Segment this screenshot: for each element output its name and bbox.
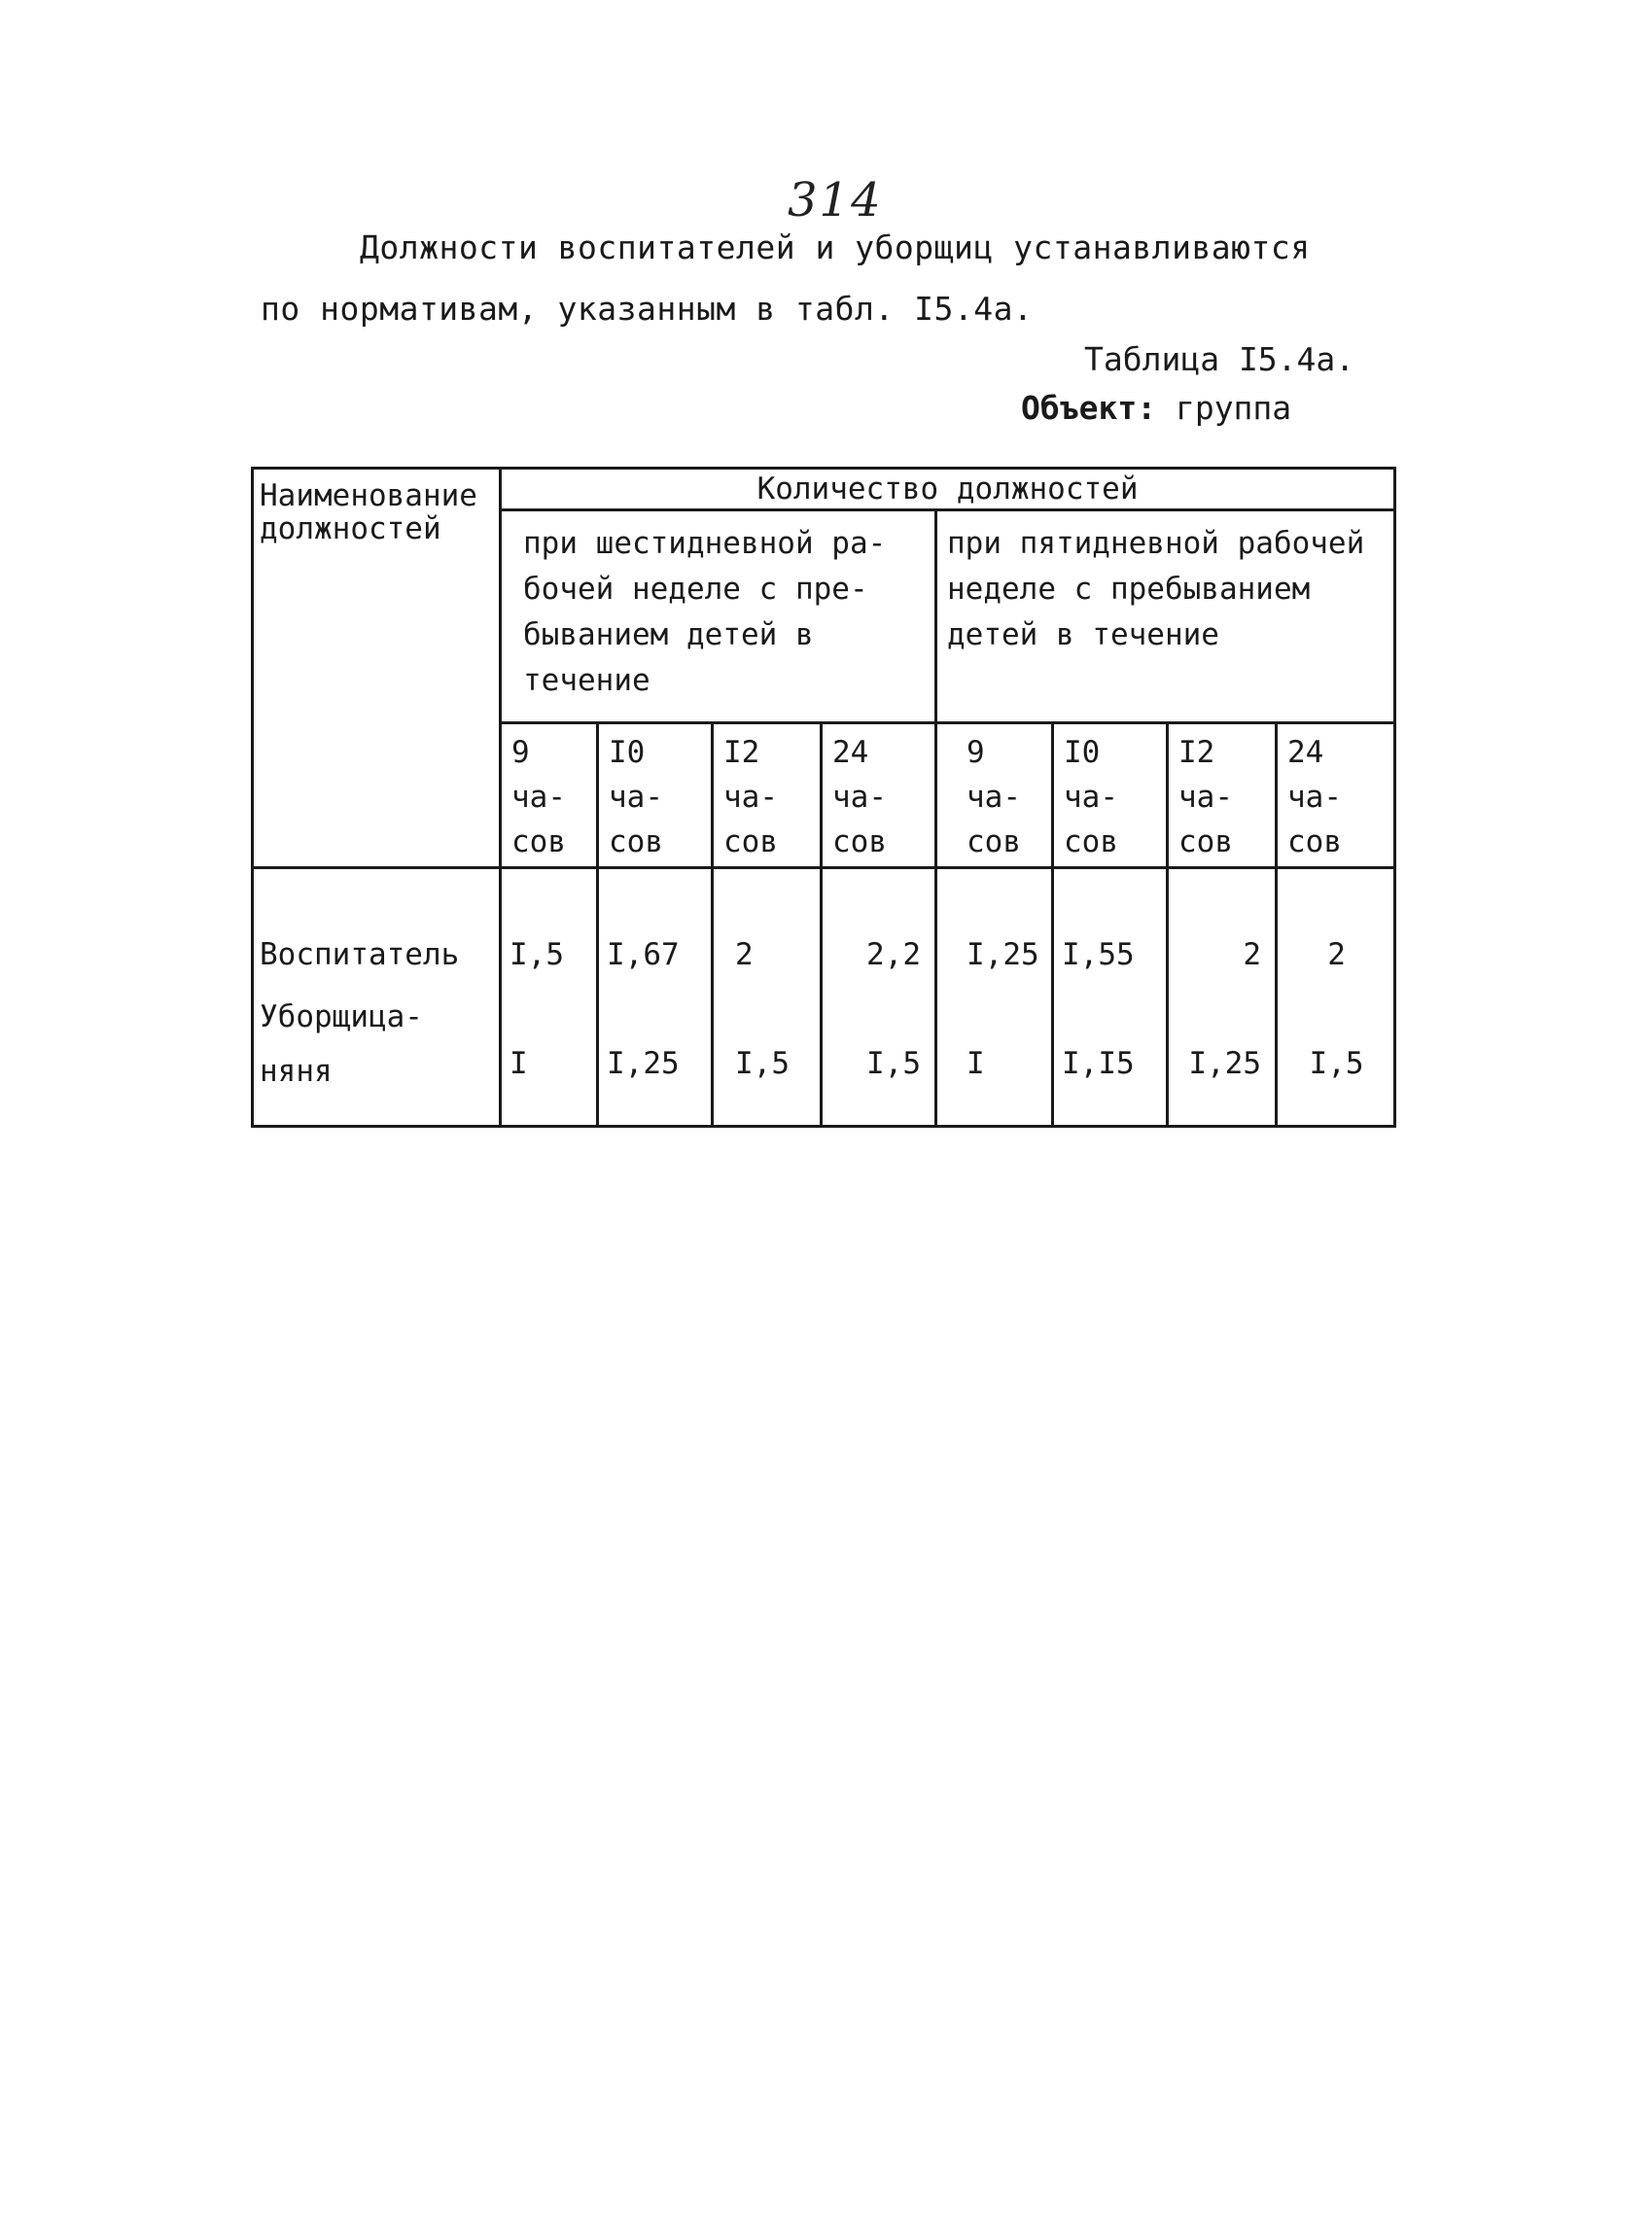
header-count: Количество должностей [501, 469, 1395, 510]
table-cell: I,5 [1309, 1046, 1364, 1081]
value-col-six-9 [501, 868, 598, 1127]
table-cell: I,5 [510, 937, 564, 972]
header-position-name: Наименование должностей [253, 469, 501, 868]
value-col-five-10 [1053, 868, 1168, 1127]
table-cell: I,25 [967, 937, 1039, 972]
object-line [1021, 389, 1291, 427]
object-label: Объект: [1021, 389, 1157, 427]
table-cell: I,5 [735, 1046, 790, 1081]
hours-header-five-12: I2 ча- сов [1168, 723, 1277, 868]
five-day-line: детей в течение [947, 617, 1219, 652]
table-cell: I,55 [1062, 937, 1135, 972]
value-col-six-12 [713, 868, 822, 1127]
table-cell: 2 [735, 937, 754, 972]
table-caption: Таблица I5.4а. [1084, 340, 1355, 378]
table-cell: I [510, 1046, 528, 1081]
value-col-five-12 [1168, 868, 1277, 1127]
value-col-six-24 [822, 868, 936, 1127]
table-cell: 2 [1243, 937, 1261, 972]
row-names [253, 868, 501, 1127]
six-day-line: быванием детей в [523, 617, 814, 652]
hours-header-five-9: 9 ча- сов [936, 723, 1053, 868]
six-day-line: течение [523, 663, 650, 698]
row-name-teacher: Воспитатель [260, 937, 460, 972]
table-cell: I,67 [607, 937, 680, 972]
header-six-day [501, 510, 936, 723]
value-col-five-9 [936, 868, 1053, 1127]
header-five-day [936, 510, 1395, 723]
hours-header-six-12: I2 ча- сов [713, 723, 822, 868]
table-cell: I,25 [1188, 1046, 1261, 1081]
paragraph-line-1: Должности воспитателей и уборщиц устанавливаются [360, 228, 1311, 266]
hours-header-five-24: 24 ча- сов [1277, 723, 1395, 868]
object-value: группа [1175, 389, 1292, 427]
table-cell: I,5 [866, 1046, 921, 1081]
hours-header-six-24: 24 ча- сов [822, 723, 936, 868]
paragraph-line-2: по нормативам, указанным в табл. I5.4а. [261, 290, 1034, 328]
six-day-line: бочей неделе с пре- [523, 572, 868, 607]
page-number: 314 [788, 173, 883, 227]
table-cell: I,I5 [1062, 1046, 1135, 1081]
five-day-line: неделе с пребыванием [947, 572, 1311, 607]
row-name-cleaner-1: Уборщица- [260, 999, 423, 1034]
hours-header-five-10: I0 ча- сов [1053, 723, 1168, 868]
norms-table [251, 467, 1396, 1128]
hours-header-six-9: 9 ча- сов [501, 723, 598, 868]
value-col-five-24 [1277, 868, 1395, 1127]
row-name-cleaner-2: няня [260, 1054, 333, 1089]
table-cell: 2,2 [866, 937, 921, 972]
hours-header-six-10: I0 ча- сов [598, 723, 713, 868]
six-day-line: при шестидневной ра- [523, 526, 887, 561]
five-day-line: при пятидневной рабочей [947, 526, 1365, 561]
value-col-six-10 [598, 868, 713, 1127]
table-cell: I [967, 1046, 985, 1081]
table-cell: 2 [1327, 937, 1346, 972]
table-cell: I,25 [607, 1046, 680, 1081]
